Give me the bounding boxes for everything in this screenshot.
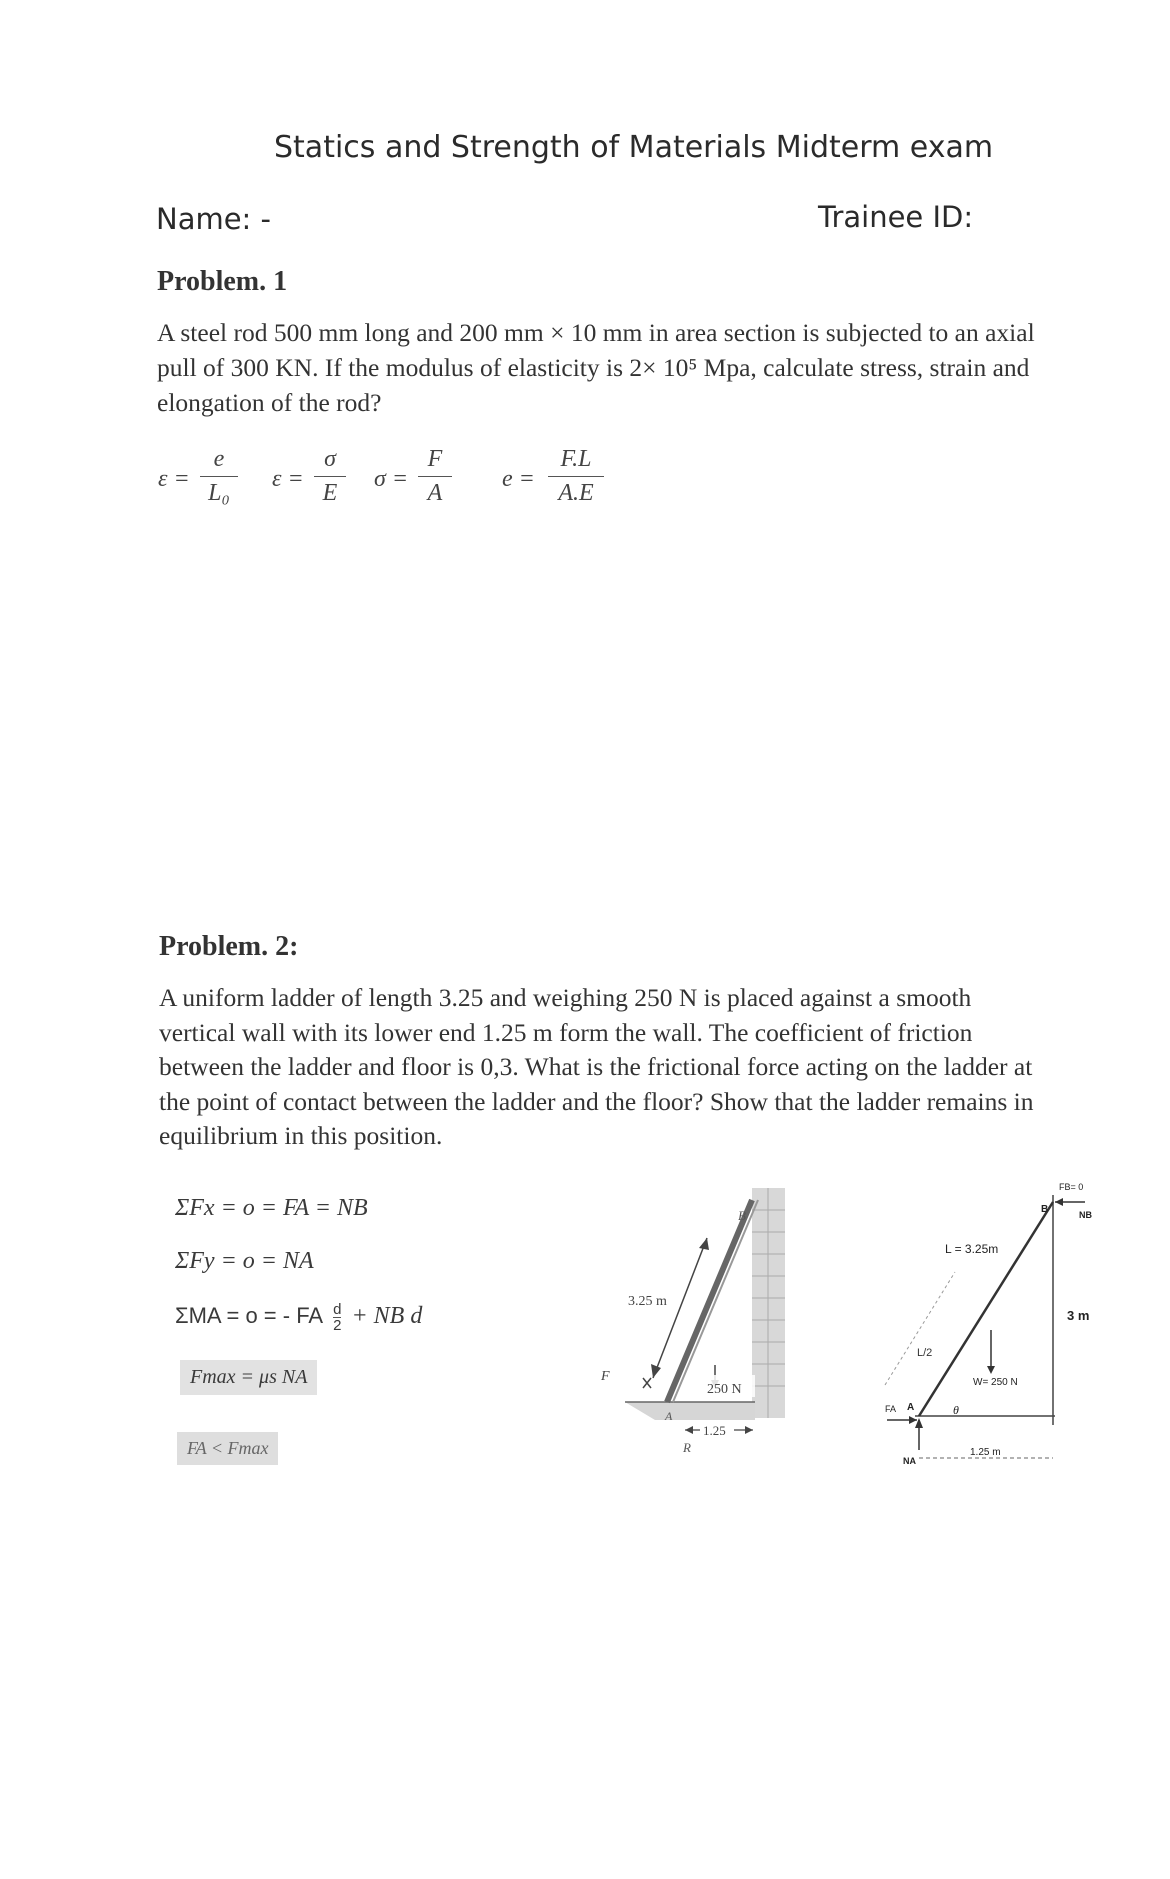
problem-2-text — [159, 981, 1034, 1154]
problem-1-line: A steel rod 500 mm long and 200 mm × 10 mm in area section is subjected to an axial — [157, 318, 1035, 347]
formula-denominator: A — [427, 480, 443, 506]
name-label: Name: - — [156, 202, 272, 236]
fa-less-than-fmax: FA < Fmax — [177, 1432, 278, 1465]
fa-label: FA — [885, 1404, 897, 1414]
base-label: 1.25 m — [970, 1447, 1001, 1458]
sum-fx-equation: ΣFx = o = FA = NB — [175, 1195, 368, 1221]
length-arrowhead — [651, 1364, 661, 1378]
weight-label: W= 250 N — [973, 1377, 1018, 1388]
sum-ma-denominator: 2 — [333, 1317, 342, 1334]
problem-2-line: A uniform ladder of length 3.25 and weighing 250 N is placed against a smooth — [159, 983, 972, 1012]
problem-1-line: elongation of the rod? — [157, 388, 382, 417]
fb-label: FB= 0 — [1059, 1182, 1084, 1192]
formula-denominator: A.E — [558, 480, 594, 506]
friction-label: F — [601, 1369, 610, 1384]
point-a-label: A — [665, 1409, 673, 1423]
problem-2-heading: Problem. 2: — [159, 931, 299, 962]
formula-denominator: E — [322, 480, 338, 506]
weight-label: 250 N — [707, 1382, 742, 1397]
problem-2-line: the point of contact between the ladder and the floor? Show that the ladder remains in — [159, 1086, 1034, 1116]
formula-numerator: σ — [314, 446, 346, 477]
problem-1-line: pull of 300 KN. If the modulus of elasticity is 2× 10⁵ Mpa, calculate stress, strain and — [157, 353, 1030, 382]
problem-2-line: vertical wall with its lower end 1.25 m form the wall. The coefficient of friction — [159, 1017, 973, 1047]
elongation-formula — [502, 446, 612, 516]
sum-ma-numerator: d — [333, 1301, 342, 1318]
formula-numerator: F.L — [548, 446, 604, 477]
trainee-id-label: Trainee ID: — [818, 200, 974, 234]
floor — [625, 1402, 755, 1420]
reaction-label: R — [683, 1440, 691, 1455]
formula-lhs: ε = — [272, 466, 304, 492]
nb-label: NB — [1079, 1210, 1092, 1220]
stress-formula — [374, 446, 454, 516]
height-label: 3 m — [1067, 1308, 1090, 1323]
ladder-free-body-diagram — [845, 1180, 1100, 1500]
formula-lhs: σ = — [374, 466, 409, 492]
fmax-equation: Fmax = μs NA — [180, 1360, 317, 1395]
problem-1-heading: Problem. 1 — [157, 266, 288, 297]
na-label: NA — [903, 1456, 916, 1466]
sum-ma-left: ΣMA = o = - FA — [175, 1303, 324, 1329]
exam-title: Statics and Strength of Materials Midterm exam — [274, 130, 994, 165]
sum-ma-right: + NB d — [351, 1303, 423, 1330]
length-arrowhead — [699, 1238, 709, 1250]
ladder — [667, 1200, 752, 1402]
point-b-label: B — [1041, 1204, 1049, 1215]
formula-numerator: e — [200, 446, 238, 477]
length-label: 3.25 m — [628, 1294, 667, 1309]
ladder-figure-1 — [595, 1180, 805, 1500]
formula-denominator: L₀ — [208, 480, 230, 506]
problem-2-line: between the ladder and floor is 0,3. What is the frictional force acting on the ladder at — [159, 1052, 1033, 1081]
half-length-label: L/2 — [917, 1347, 933, 1359]
strain-formula — [158, 446, 238, 516]
half-length-dimension — [885, 1272, 955, 1385]
sum-ma-equation — [175, 1302, 422, 1346]
formula-numerator: F — [418, 446, 452, 477]
point-b-label: B — [738, 1208, 746, 1223]
length-label: L = 3.25m — [945, 1242, 999, 1256]
base-label: 1.25 — [703, 1423, 726, 1438]
theta-label: θ — [953, 1403, 959, 1417]
problem-1-text — [157, 315, 1035, 420]
strain-stress-formula — [272, 446, 352, 516]
problem-2-line: equilibrium in this position. — [159, 1121, 443, 1150]
point-a-label: A — [907, 1402, 915, 1413]
sum-fy-equation: ΣFy = o = NA — [175, 1248, 314, 1274]
formula-lhs: ε = — [158, 466, 190, 492]
formula-lhs: e = — [502, 466, 535, 492]
